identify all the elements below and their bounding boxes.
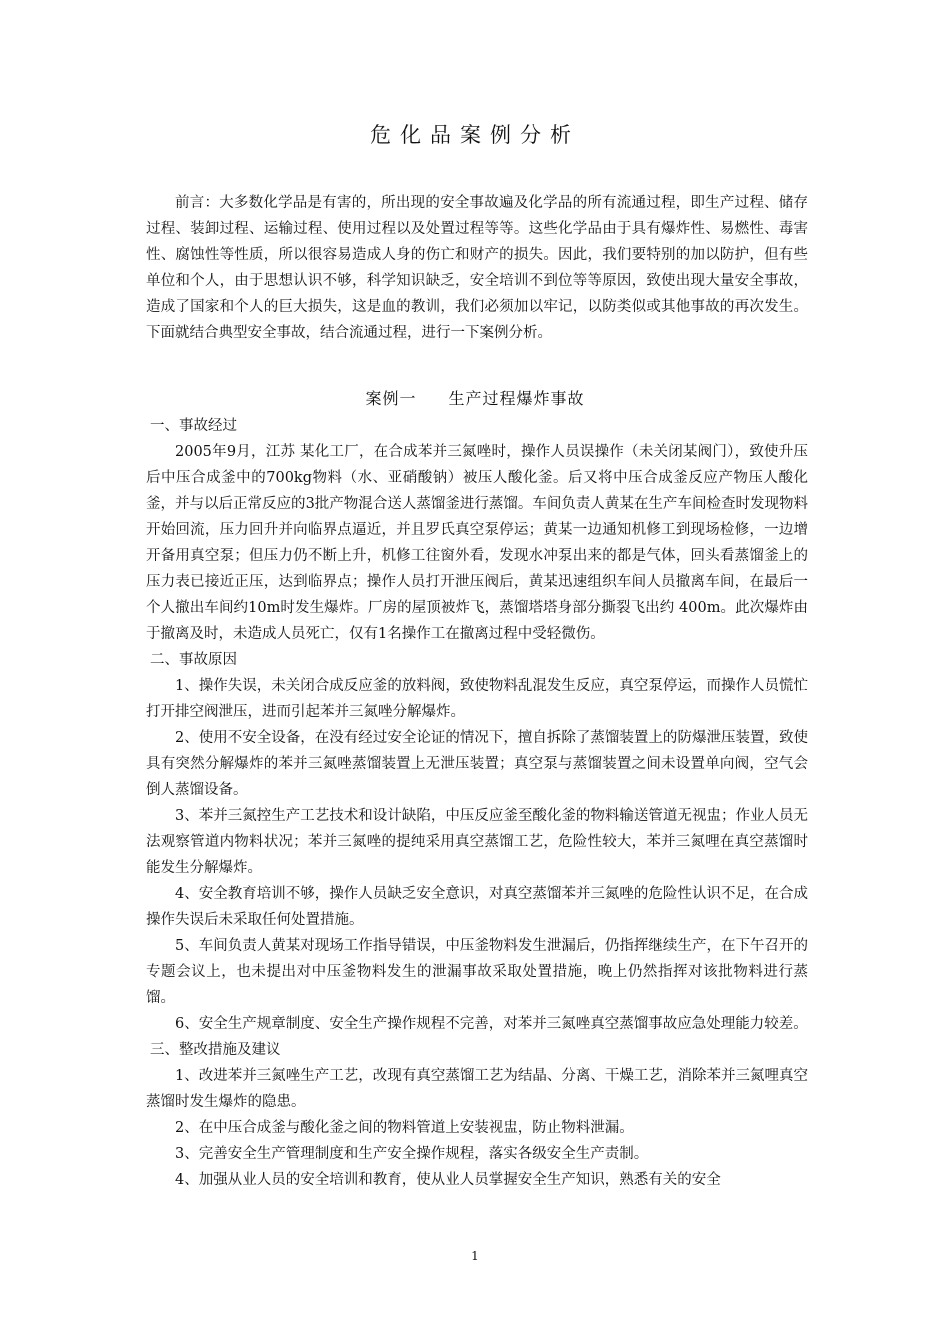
preface-paragraph: 前言：大多数化学品是有害的，所出现的安全事故遍及化学品的所有流通过程，即生产过程、储存过程、装卸过程、运输过程、使用过程以及处置过程等等。这些化学品由于具有爆炸性、易燃性、毒害性、腐蚀性等性质，所以很容易造成人身的伤亡和财产的损失。因此，我们要特别的加以防护，但有些单位和个人，由于思想认识不够，科学知识缺乏，安全培训不到位等等原因，致使出现大量安全事故，造成了国家和个人的巨大损失，这是血的教训，我们必须加以牢记，以防类似或其他事故的再次发生。下面就结合典型安全事故，结合流通过程，进行一下案例分析。 bbox=[146, 195, 808, 341]
case-label: 案例一 bbox=[365, 389, 417, 408]
cause-item: 5、车间负责人黄某对现场工作指导错误，中压釜物料发生泄漏后，仍指挥继续生产，在下午召开的专题会议上，也未提出对中压釜物料发生的泄漏事故采取处置措施，晚上仍然指挥对该批物料进行蒸馏。 bbox=[146, 938, 808, 1006]
cause-item: 3、苯并三氮控生产工艺技术和设计缺陷，中压反应釜至酸化釜的物料输送管道无视盅；作业人员无法观察管道内物料状况；苯并三氮唑的提纯采用真空蒸馏工艺，危险性较大，苯并三氮哩在真空蒸馏时能发生分解爆炸。 bbox=[146, 808, 808, 876]
case-name: 生产过程爆炸事故 bbox=[448, 389, 585, 408]
page-number: 1 bbox=[471, 1249, 479, 1263]
section-heading-causes: 二、事故原因 bbox=[150, 652, 237, 668]
section-heading-measures: 三、整改措施及建议 bbox=[150, 1042, 281, 1058]
cause-item: 1、操作失误，未关闭合成反应釜的放料阀，致使物料乱混发生反应，真空泵停运，而操作人员慌忙打开排空阀泄压，进而引起苯并三氮唑分解爆炸。 bbox=[146, 678, 808, 720]
cause-item: 2、使用不安全设备，在没有经过安全论证的情况下，擅自拆除了蒸馏装置上的防爆泄压装置，致使具有突然分解爆炸的苯并三氮唑蒸馏装置上无泄压装置；真空泵与蒸馏装置之间未设置单向阀，空气会倒人蒸馏设备。 bbox=[146, 730, 808, 798]
document-title: 危化品案例分析 bbox=[370, 123, 580, 147]
case-body bbox=[146, 413, 808, 1193]
cause-item: 4、安全教育培训不够，操作人员缺乏安全意识，对真空蒸馏苯并三氮唑的危险性认识不足，在合成操作失误后未采取任何处置措施。 bbox=[146, 886, 808, 928]
measure-item: 1、改进苯并三氮唑生产工艺，改现有真空蒸馏工艺为结晶、分离、干燥工艺，消除苯并三氮哩真空蒸馏时发生爆炸的隐患。 bbox=[146, 1068, 808, 1110]
case-heading bbox=[0, 388, 950, 410]
accident-process-paragraph: 2005年9月，江苏 某化工厂，在合成苯并三氮唑时，操作人员误操作（未关闭某阀门），致使升压后中压合成釜中的700kg物料（水、亚硝酸钠）被压人酸化釜。后又将中压合成釜反应产物压人酸化釜，并与以后正常反应的3批产物混合送人蒸馏釜进行蒸馏。车间负责人黄某在生产车间检查时发现物料开始回流，压力回升并向临界点逼近，并且罗氏真空泵停运；黄某一边通知机修工到现场检修，一边增开备用真空泵；但压力仍不断上升，机修工往窗外看，发现水冲泵出来的都是气体，回头看蒸馏釜上的压力表已接近正压，达到临界点；操作人员打开泄压阀后，黄某迅速组织车间人员撤离车间，在最后一个人撤出车间约10m时发生爆炸。厂房的屋顶被炸飞，蒸馏塔塔身部分撕裂飞出约 400m。此次爆炸由于撤离及时，未造成人员死亡，仅有1名操作工在撤离过程中受轻微伤。 bbox=[146, 444, 808, 642]
measure-item: 4、加强从业人员的安全培训和教育，使从业人员掌握安全生产知识，熟悉有关的安全 bbox=[175, 1172, 721, 1188]
measure-item: 3、完善安全生产管理制度和生产安全操作规程，落实各级安全生产责制。 bbox=[175, 1146, 649, 1162]
measure-item: 2、在中压合成釜与酸化釜之间的物料管道上安装视盅，防止物料泄漏。 bbox=[175, 1120, 634, 1136]
section-heading-process: 一、事故经过 bbox=[150, 418, 237, 434]
cause-item: 6、安全生产规章制度、安全生产操作规程不完善，对苯并三氮唑真空蒸馏事故应急处理能力较差。 bbox=[175, 1016, 808, 1032]
